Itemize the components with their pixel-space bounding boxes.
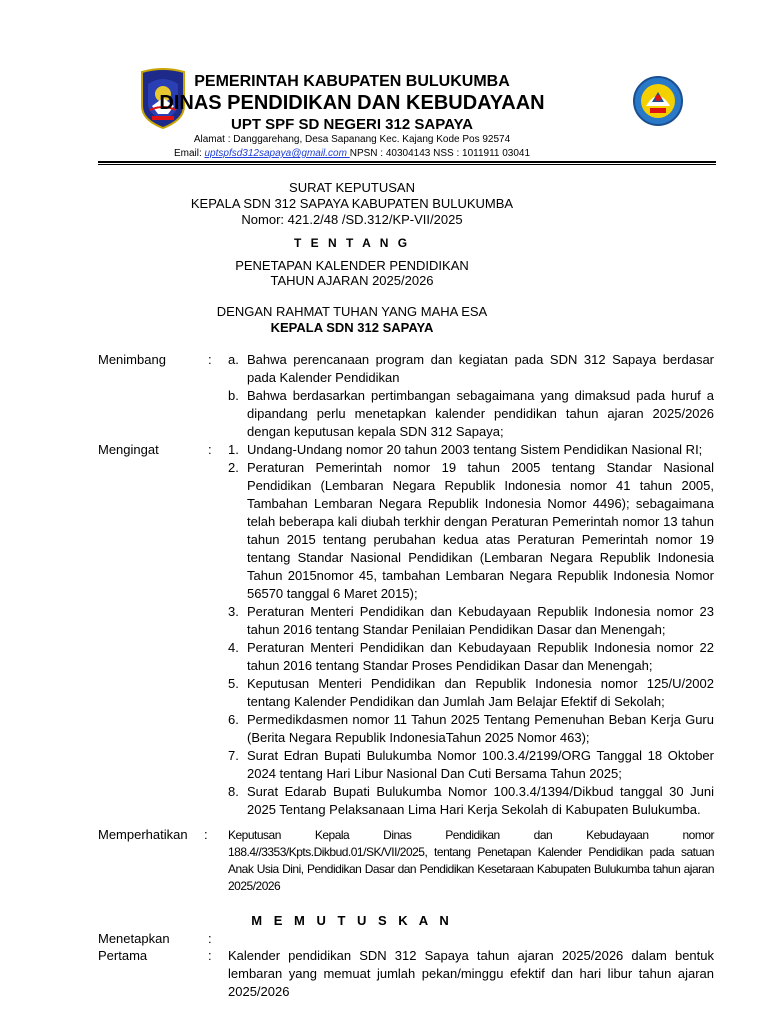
item-number: 4.: [228, 640, 239, 655]
mengingat-item: [228, 675, 714, 711]
pertama-colon: :: [208, 948, 212, 963]
menetapkan-label: Menetapkan: [98, 931, 170, 946]
item-text: Surat Edarab Bupati Bulukumba Nomor 100.3.4/1394/Dikbud tanggal 30 Juni 2025 Tentang Pelaksanaan Lima Hari Kerja Sekolah di Kabupaten Bulukumba.: [247, 784, 714, 817]
header-department: DINAS PENDIDIKAN DAN KEBUDAYAAN: [159, 92, 545, 114]
mengingat-item: [228, 441, 714, 459]
header-rule-thick: [98, 161, 716, 163]
menimbang-item: [228, 351, 714, 387]
menimbang-item: [228, 387, 714, 441]
mengingat-item: [228, 459, 714, 603]
menimbang-colon: :: [208, 352, 212, 367]
npsn-nss: NPSN : 40304143 NSS : 1011911 03041: [349, 148, 531, 159]
mengingat-item: [228, 711, 714, 747]
memutuskan-heading: M E M U T U S K A N: [251, 913, 453, 928]
email-prefix: Email:: [173, 148, 205, 159]
mengingat-item: [228, 603, 714, 639]
memperhatikan-label: Memperhatikan: [98, 827, 188, 842]
memperhatikan-colon: :: [204, 827, 208, 842]
menimbang-label: Menimbang: [98, 352, 166, 367]
mengingat-item: [228, 783, 714, 819]
header-government: PEMERINTAH KABUPATEN BULUKUMBA: [194, 73, 510, 90]
doc-type: SURAT KEPUTUSAN: [289, 180, 415, 195]
item-number: 5.: [228, 676, 239, 691]
item-text: Surat Edran Bupati Bulukumba Nomor 100.3.4/2199/ORG Tanggal 18 Oktober 2024 tentang Hari Libur Nasional Dan Cuti Bersama Tahun 2025;: [247, 748, 714, 781]
item-number: 6.: [228, 712, 239, 727]
item-text: Peraturan Menteri Pendidikan dan Kebudayaan Republik Indonesia nomor 23 tahun 2016 tentang Standar Penilaian Pendidikan Dasar dan Menengah;: [247, 604, 714, 637]
item-text: Permedikdasmen nomor 11 Tahun 2025 Tentang Pemenuhan Beban Kerja Guru (Berita Negara Republik IndonesiaTahun 2025 Nomor 463);: [247, 712, 714, 745]
header-address: Alamat : Danggarehang, Desa Sapanang Kec. Kajang Kode Pos 92574: [193, 134, 511, 145]
item-number: 2.: [228, 460, 239, 475]
pertama-label: Pertama: [98, 948, 148, 963]
subject-line2: TAHUN AJARAN 2025/2026: [270, 273, 434, 288]
item-number: b.: [228, 388, 239, 403]
mengingat-colon: :: [208, 442, 212, 457]
pertama-text: Kalender pendidikan SDN 312 Sapaya tahun ajaran 2025/2026 dalam bentuk lembaran yang memuat jumlah pekan/minggu efektif dan hari libur tahun ajaran 2025/2026: [228, 948, 714, 999]
memperhatikan-text: Keputusan Kepala Dinas Pendidikan dan Kebudayaan nomor 188.4//3353/Kpts.Dikbud.01/SK/VII/2025, tentang Penetapan Kalender Pendidikan pada satuan Anak Usia Dini, Pendidikan Dasar dan Pendidikan Kesetaraan Kabupaten Bulukumba tahun ajaran 2025/2026: [228, 828, 714, 893]
doc-number: Nomor: 421.2/48 /SD.312/KP-VII/2025: [241, 212, 463, 227]
mengingat-item: [228, 747, 714, 783]
kepala-line: KEPALA SDN 312 SAPAYA: [270, 320, 434, 335]
item-text: Peraturan Menteri Pendidikan dan Kebudayaan Republik Indonesia nomor 22 tahun 2016 tentang Standar Proses Pendidikan Dasar dan Menengah;: [247, 640, 714, 673]
subject-line1: PENETAPAN KALENDER PENDIDIKAN: [235, 258, 469, 273]
item-number: 7.: [228, 748, 239, 763]
mengingat-label: Mengingat: [98, 442, 159, 457]
menetapkan-colon: :: [208, 931, 212, 946]
item-text: Keputusan Menteri Pendidikan dan Republik Indonesia nomor 125/U/2002 tentang Kalender Pendidikan dan Jumlah Jam Belajar Efektif di Sekolah;: [247, 676, 714, 709]
email-link[interactable]: uptspfsd312sapaya@gmail.com: [204, 148, 350, 159]
item-number: 8.: [228, 784, 239, 799]
item-number: 3.: [228, 604, 239, 619]
item-number: 1.: [228, 442, 239, 457]
item-text: Undang-Undang nomor 20 tahun 2003 tentang Sistem Pendidikan Nasional RI;: [247, 442, 703, 457]
mengingat-item: [228, 639, 714, 675]
item-text: Bahwa berdasarkan pertimbangan sebagaimana yang dimaksud pada huruf a dipandang perlu menetapkan kalender pendidikan tahun ajaran 2025/2026 dengan keputusan kepala SDN 312 Sapaya;: [247, 388, 714, 439]
item-text: Peraturan Pemerintah nomor 19 tahun 2005 tentang Standar Nasional Pendidikan (Lembaran Negara Republik Indonesia nomor 41 tahun 2005, Tambahan Lembaran Negara Republik Indonesia Nomor 4496); sebagaimana telah beberapa kali diubah terkhir dengan Peraturan Pemerintah nomor 13 tahun tahun 2015 tentang perubahan kedua atas Peraturan Pemerintah nomor 19 tentang Standar Nasional Pendidikan (Lembaran Negara Republik Indonesia Tahun 2015nomor 45, tambahan Lembaran Negara Republik Indonesia Nomor 56570 tanggal 6 Maret 2015);: [247, 460, 714, 601]
item-text: Bahwa perencanaan program dan kegiatan pada SDN 312 Sapaya berdasar pada Kalender Pendidikan: [247, 352, 714, 385]
item-number: a.: [228, 352, 239, 367]
header-school: UPT SPF SD NEGERI 312 SAPAYA: [230, 116, 474, 133]
tentang-heading: T E N T A N G: [293, 236, 411, 250]
doc-issuer: KEPALA SDN 312 SAPAYA KABUPATEN BULUKUMBA: [190, 196, 514, 211]
rahmat-line: DENGAN RAHMAT TUHAN YANG MAHA ESA: [216, 304, 488, 319]
header-rule-thin: [98, 164, 716, 165]
header-contact: [0, 148, 736, 160]
